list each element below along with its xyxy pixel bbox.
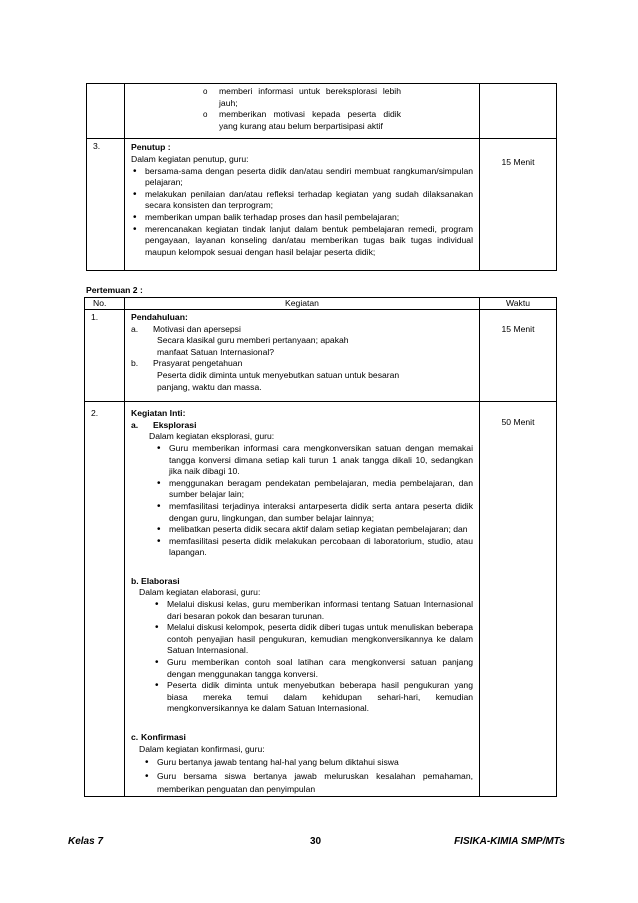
item-title: Prasyarat pengetahuan [153,358,243,369]
item-intro: Dalam kegiatan konfirmasi, guru: [139,743,265,754]
item-title: Motivasi dan apersepsi [153,323,241,334]
footer-class: Kelas 7 [68,836,104,847]
list-item: • Guru memberikan contoh soal latihan cara mengkonversi satuan panjang dengan menggunakan tangga konversi. [153,657,473,680]
table-row [87,139,557,271]
row-number: 1. [85,310,125,402]
list-item: • bersama-sama dengan peserta didik dan/atau sendiri membuat rangkuman/simpulan pelajaran; [131,166,473,189]
item-label: b. [131,575,139,586]
list-item: • melibatkan peserta didik secara aktif dalam setiap kegiatan pembelajaran; dan [155,524,473,536]
table-header-row [85,298,557,310]
section-heading: Penutup : [131,142,171,153]
lesson-table-continued [86,83,557,271]
list-item: o memberi informasi untuk bereksplorasi lebih jauh; [197,86,401,109]
item-intro: Dalam kegiatan eksplorasi, guru: [149,431,275,442]
list-item: • menggunakan beragam pendekatan pembelajaran, media pembelajaran, dan sumber belajar lain; [155,478,473,501]
item-label: a. [131,323,139,334]
item-title: Eksplorasi [153,419,197,430]
exploration-list [131,443,473,559]
list-item: • Guru bersama siswa bertanya jawab meluruskan kesalahan pemahaman, memberikan penguatan dan penyimpulan [143,770,473,796]
header-activity: Kegiatan [125,298,480,310]
item-label: a. [131,419,139,430]
item-intro: Dalam kegiatan elaborasi, guru: [139,587,261,598]
table-row [87,84,557,139]
section-heading: Pendahuluan: [131,312,188,322]
item-label: b. [131,358,139,369]
section-title: Pertemuan 2 : [86,285,143,295]
item-text: Secara klasikal guru memberi pertanyaan; apakah manfaat Satuan Internasional? [157,335,349,357]
header-time: Waktu [480,298,557,310]
list-item: • Peserta didik diminta untuk menyebutkan beberapa hasil pengukuran yang biasa mereka temui dalam kehidupan sehari-hari, kemudian mengkonversikannya ke dalam Satuan Internasional. [153,680,473,715]
elaboration-list [131,599,473,715]
list-item: • Guru bertanya jawab tentang hal-hal yang belum diktahui siswa [143,755,473,770]
list-item: • Melalui diskusi kelompok, peserta didik diberi tugas untuk menuliskan beberapa contoh penyajian hasil pengukuran, kemudian mengkonversikannya ke dalam Satuan Internasional. [153,622,473,657]
table-row [85,402,557,797]
row-number: 2. [85,402,125,797]
list-item: • merencanakan kegiatan tindak lanjut dalam bentuk pembelajaran remedi, program pengayaan, layanan konseling dan/atau memberikan tugas baik tugas individual maupun kelompok sesuai dengan hasil belajar peserta didik; [131,224,473,259]
list-item: • Guru memberikan informasi cara mengkonversikan satuan dengan memakai tangga konversi dimana setiap kali turun 1 anak tangga dikali 10, sedangkan jika naik dibagi 10. [155,443,473,478]
time-cell: 50 Menit [480,402,557,797]
section-heading: Kegiatan Inti: [131,408,186,419]
page-number: 30 [310,836,322,847]
footer-subject: FISIKA-KIMIA SMP/MTs [454,836,565,847]
lesson-table [84,297,557,797]
list-item: • memfasilitasi peserta didik melakukan percobaan di laboratorium, studio, atau lapangan. [155,536,473,559]
closing-list [131,166,473,259]
item-text: Peserta didik diminta untuk menyebutkan satuan untuk besaran panjang, waktu dan massa. [157,369,400,392]
list-item: • memfasilitasi terjadinya interaksi antarpeserta didik serta antara peserta didik dengan guru, lingkungan, dan sumber belajar lainnya; [155,501,473,524]
item-title: Konfirmasi [141,732,186,742]
header-no: No. [85,298,125,310]
list-item: o memberikan motivasi kepada peserta didik yang kurang atau belum berpartisipasi aktif [197,109,401,132]
continued-list [197,86,401,132]
list-item: • memberikan umpan balik terhadap proses dan hasil pembelajaran; [131,212,473,224]
table-row [85,310,557,402]
confirmation-list [131,755,473,796]
section-intro: Dalam kegiatan penutup, guru: [131,153,249,164]
item-title: Elaborasi [141,575,180,586]
list-item: • Melalui diskusi kelas, guru memberikan informasi tentang Satuan Internasional dari besaran pokok dan besaran turunan. [153,599,473,622]
time-cell: 15 Menit [480,139,557,271]
time-cell: 15 Menit [480,310,557,402]
list-item: • melakukan penilaian dan/atau refleksi terhadap kegiatan yang sudah dilaksanakan secara konsisten dan terprogram; [131,189,473,212]
item-label: c. [131,732,139,742]
row-number: 3. [87,139,125,271]
